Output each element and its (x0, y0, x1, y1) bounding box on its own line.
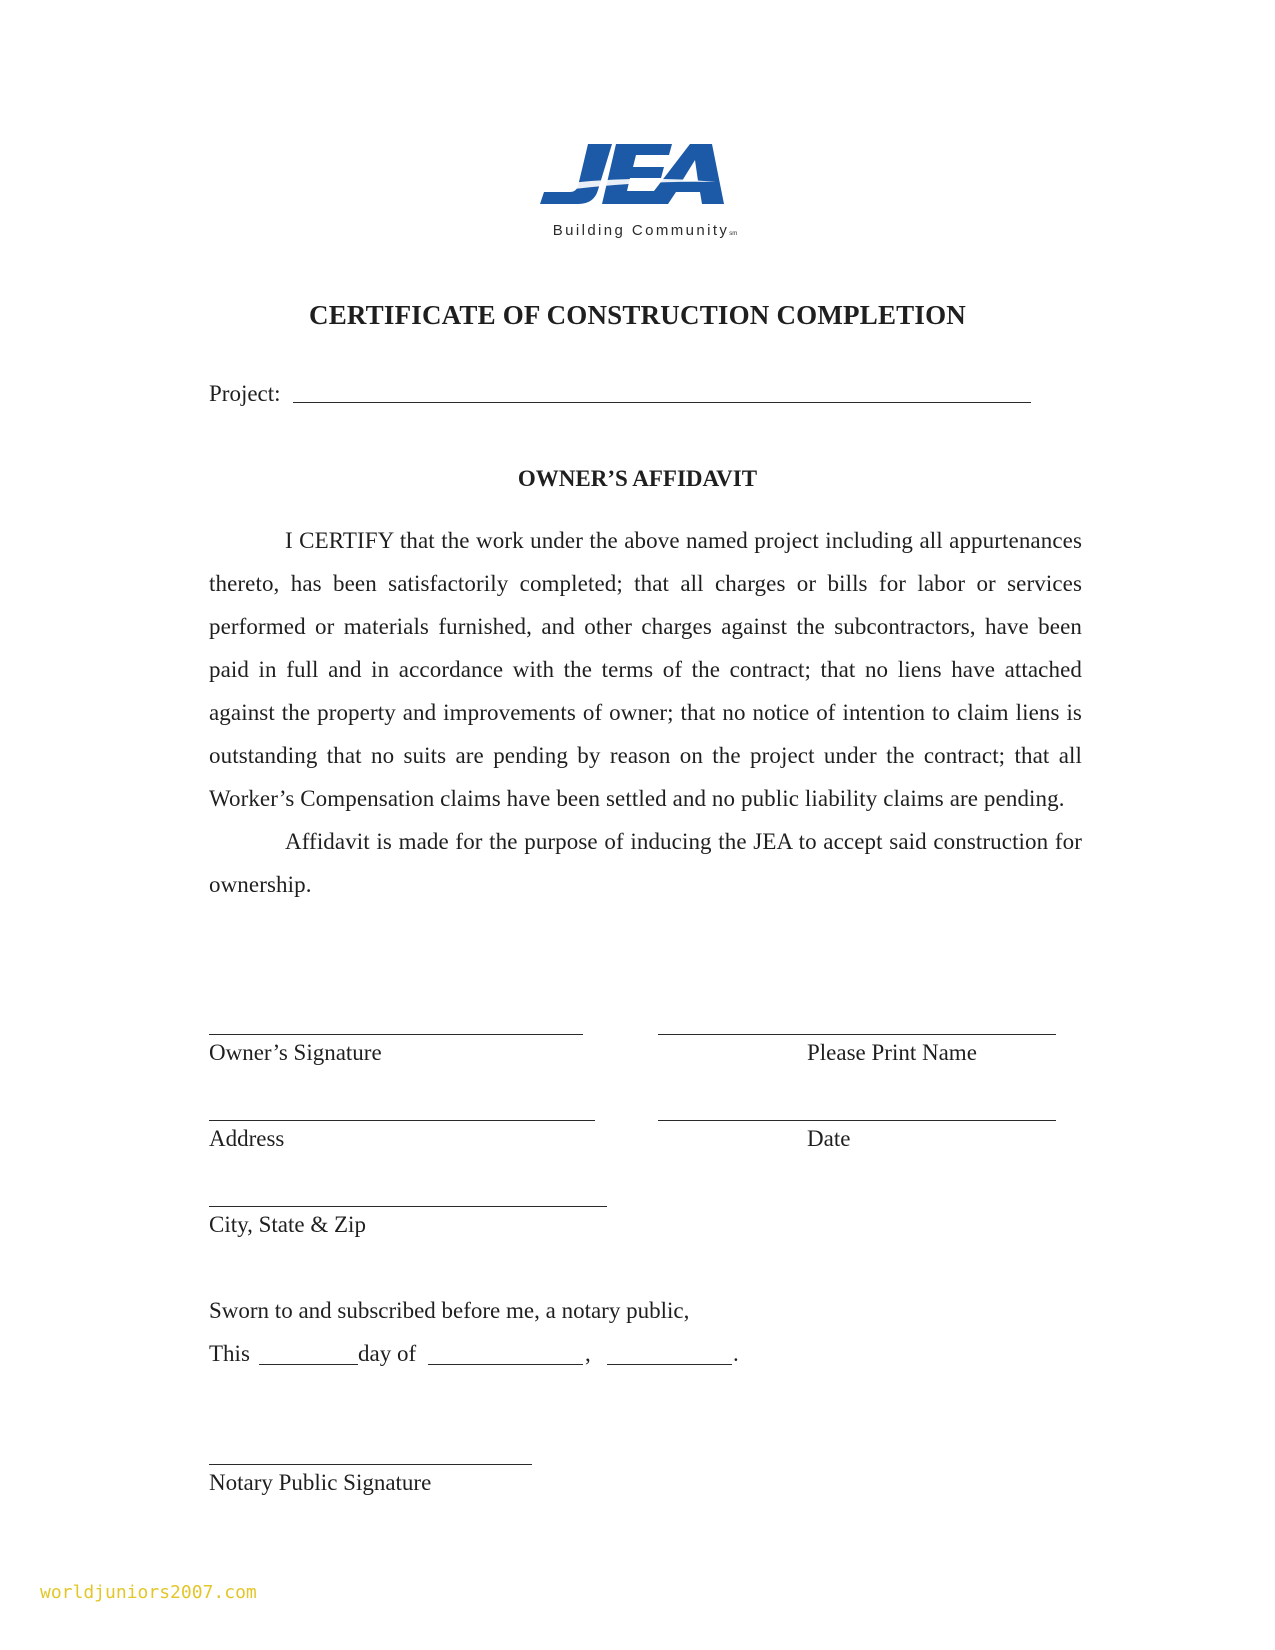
certify-paragraph: I CERTIFY that the work under the above named project including all appurtenances thereto, has been satisfactorily completed; that all charges or bills for labor or services performed or materials furnished, and other charges against the subcontractors, have been paid in full and in accordance with the terms of the contract; that no liens have attached against the property and improvements of owner; that no notice of intention to claim liens is outstanding that no suits are pending by reason on the project under the contract; that all Worker’s Compensation claims have been settled and no public liability claims are pending. (209, 528, 1082, 811)
notary-signature-line[interactable] (209, 1464, 532, 1465)
logo-tagline-mark: sm (729, 231, 738, 237)
sworn-statement: Sworn to and subscribed before me, a notary public, (209, 1298, 690, 1323)
owner-signature-label: Owner’s Signature (209, 1040, 382, 1065)
logo-tagline-text: Building Community (552, 222, 730, 239)
notary-this-label: This (209, 1341, 250, 1366)
notary-year-line[interactable] (607, 1364, 732, 1365)
jea-logo-letters (540, 144, 724, 204)
owner-signature-line[interactable] (209, 1034, 583, 1035)
service-mark: sm (710, 199, 720, 206)
print-name-line[interactable] (658, 1034, 1056, 1035)
print-name-label: Please Print Name (807, 1040, 977, 1065)
notary-day-of-label: day of (358, 1341, 417, 1366)
logo-tagline (540, 222, 750, 239)
watermark-text: worldjuniors2007.com (40, 1582, 257, 1603)
project-label: Project: (209, 381, 281, 406)
city-state-zip-label: City, State & Zip (209, 1212, 366, 1237)
jea-logo-mark (540, 142, 750, 217)
address-label: Address (209, 1126, 285, 1151)
affidavit-heading: OWNER’S AFFIDAVIT (517, 466, 758, 491)
document-title: CERTIFICATE OF CONSTRUCTION COMPLETION (309, 300, 966, 330)
date-line[interactable] (658, 1120, 1056, 1121)
notary-month-line[interactable] (428, 1364, 583, 1365)
notary-signature-label: Notary Public Signature (209, 1470, 432, 1495)
notary-comma: , (585, 1341, 591, 1366)
purpose-paragraph: Affidavit is made for the purpose of inducing the JEA to accept said construction for ownership. (209, 829, 1082, 897)
address-line[interactable] (209, 1120, 595, 1121)
date-label: Date (807, 1126, 851, 1151)
affidavit-body (209, 519, 1082, 906)
city-state-zip-line[interactable] (209, 1206, 607, 1207)
project-field-line[interactable] (293, 402, 1031, 403)
notary-period: . (733, 1341, 739, 1366)
notary-day-line[interactable] (259, 1364, 358, 1365)
jea-logo (540, 142, 750, 252)
